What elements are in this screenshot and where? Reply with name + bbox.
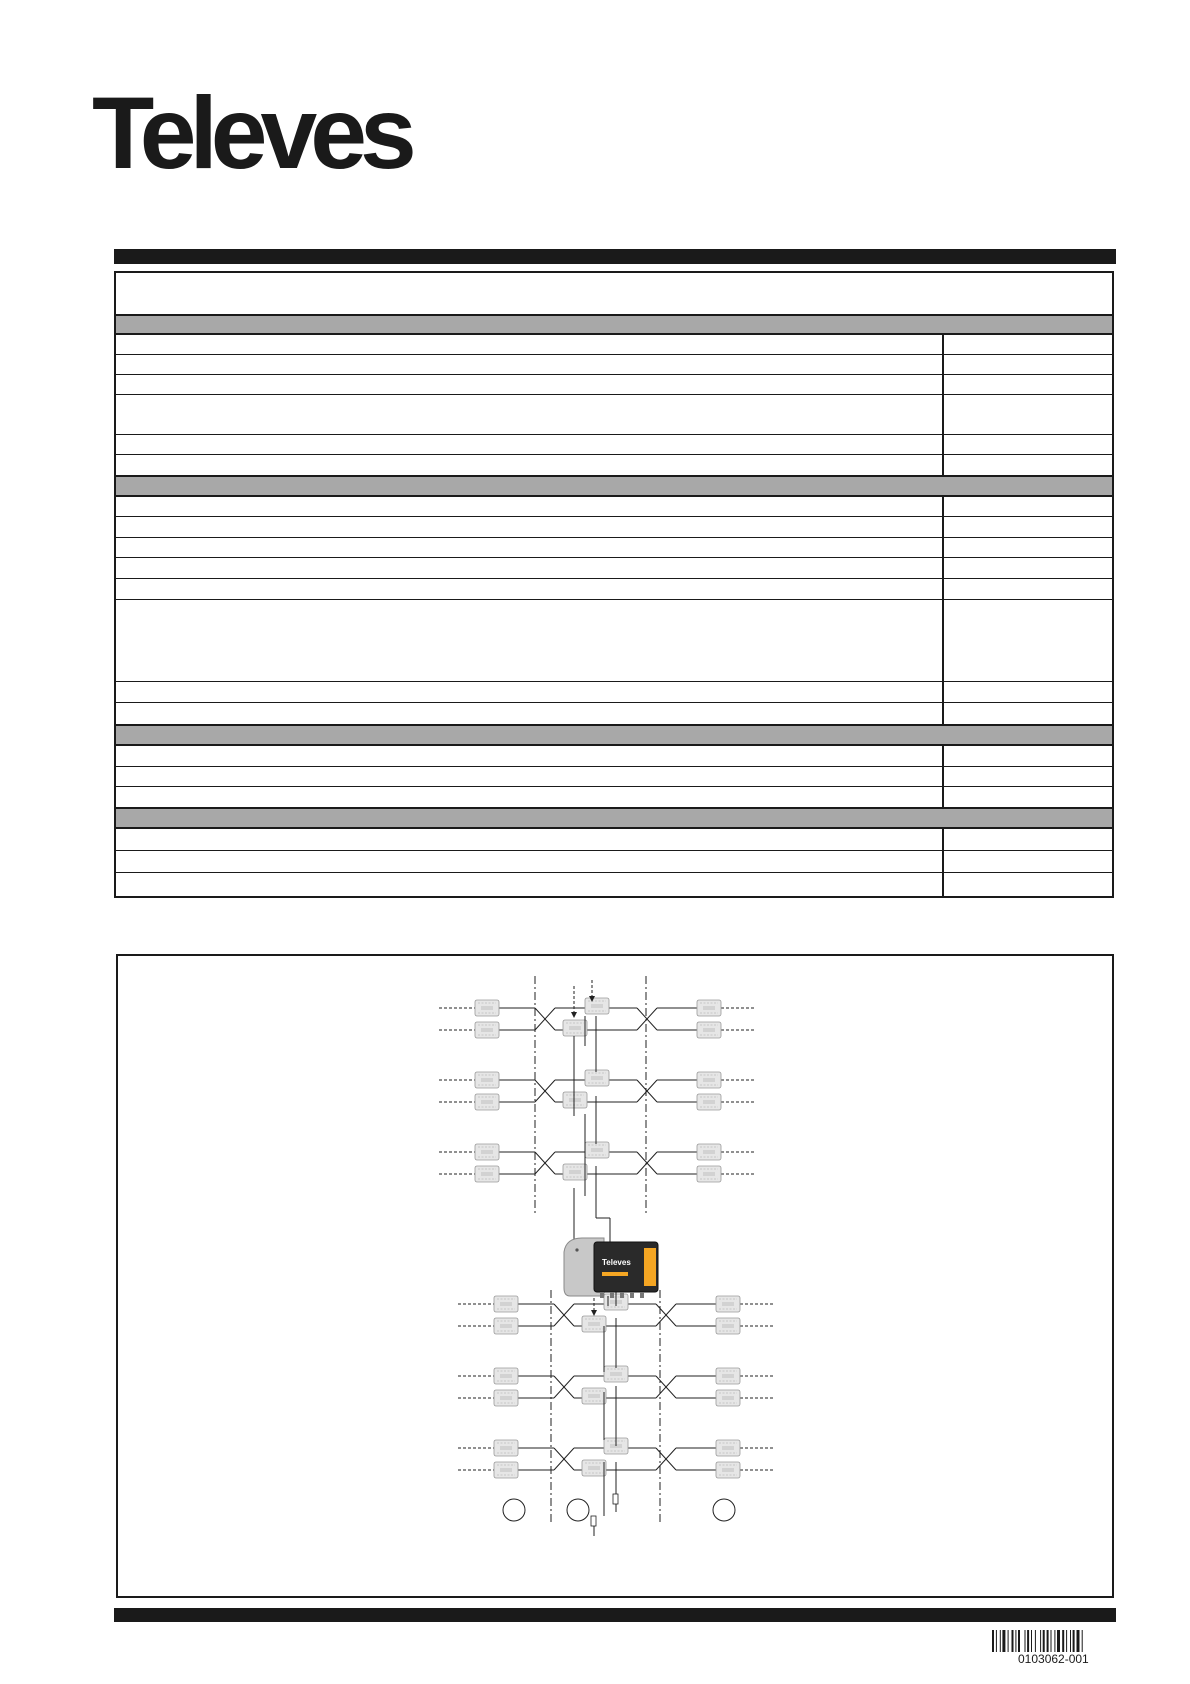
amplifier-device bbox=[564, 1238, 658, 1298]
tap-unit bbox=[582, 1388, 606, 1404]
tap-unit bbox=[582, 1316, 606, 1332]
spec-row-label bbox=[116, 395, 942, 434]
spec-section-header bbox=[116, 724, 1112, 746]
spec-row-value bbox=[942, 355, 1112, 374]
spec-row-value bbox=[942, 703, 1112, 724]
barcode-icon bbox=[992, 1630, 1116, 1652]
installation-diagram-drawing bbox=[118, 956, 1112, 1596]
tap-unit bbox=[494, 1318, 518, 1334]
tap-unit bbox=[585, 1142, 609, 1158]
spec-section-header bbox=[116, 807, 1112, 829]
spec-row-value bbox=[942, 517, 1112, 537]
arrow-icon bbox=[571, 1012, 577, 1018]
amplifier-brand-label: Televes bbox=[602, 1258, 631, 1267]
installation-diagram bbox=[116, 954, 1114, 1598]
barcode-bar bbox=[1000, 1630, 1001, 1652]
spec-row-label bbox=[116, 497, 942, 516]
spec-row-value bbox=[942, 829, 1112, 850]
barcode-bar bbox=[1025, 1630, 1026, 1652]
spec-row-value bbox=[942, 497, 1112, 516]
spec-row bbox=[116, 579, 1112, 600]
spec-row bbox=[116, 497, 1112, 517]
spec-row-value bbox=[942, 558, 1112, 578]
spec-row-label bbox=[116, 335, 942, 354]
tap-unit bbox=[475, 1000, 499, 1016]
tap-unit bbox=[716, 1368, 740, 1384]
tap-unit bbox=[697, 1144, 721, 1160]
barcode-bar bbox=[1043, 1630, 1045, 1652]
barcode-bar bbox=[1051, 1630, 1052, 1652]
spec-row bbox=[116, 538, 1112, 558]
spec-section-header bbox=[116, 475, 1112, 497]
spec-row bbox=[116, 435, 1112, 455]
tap-unit bbox=[494, 1390, 518, 1406]
barcode-bar bbox=[1031, 1630, 1032, 1652]
barcode-bar bbox=[1054, 1630, 1055, 1652]
tap-unit bbox=[697, 1072, 721, 1088]
spec-row-value bbox=[942, 579, 1112, 599]
spec-row-value bbox=[942, 335, 1112, 354]
barcode-bar bbox=[1073, 1630, 1075, 1652]
tap-unit bbox=[697, 1000, 721, 1016]
spec-row bbox=[116, 829, 1112, 851]
tap-unit bbox=[697, 1022, 721, 1038]
barcode-bar bbox=[1040, 1630, 1041, 1652]
spec-row-label bbox=[116, 829, 942, 850]
spec-row-value bbox=[942, 851, 1112, 872]
tap-unit bbox=[716, 1318, 740, 1334]
barcode-bar bbox=[1027, 1630, 1029, 1652]
spec-row-value bbox=[942, 375, 1112, 394]
tap-unit bbox=[716, 1462, 740, 1478]
spec-row bbox=[116, 395, 1112, 435]
zone-marker-icon bbox=[567, 1499, 589, 1521]
spec-row-label bbox=[116, 787, 942, 807]
spec-row-label bbox=[116, 873, 942, 896]
barcode-bar bbox=[1077, 1630, 1080, 1652]
tap-unit bbox=[585, 1070, 609, 1086]
barcode-bar bbox=[992, 1630, 994, 1652]
barcode-bar bbox=[1002, 1630, 1005, 1652]
spec-row bbox=[116, 746, 1112, 767]
barcode-bar bbox=[1082, 1630, 1083, 1652]
barcode-bar bbox=[1018, 1630, 1020, 1652]
barcode-bar bbox=[1057, 1630, 1060, 1652]
spec-table bbox=[114, 271, 1114, 898]
zone-marker-icon bbox=[503, 1499, 525, 1521]
spec-row-label bbox=[116, 517, 942, 537]
spec-row-value bbox=[942, 538, 1112, 557]
tap-unit bbox=[563, 1092, 587, 1108]
zone-marker-icon bbox=[713, 1499, 735, 1521]
spec-row bbox=[116, 873, 1112, 896]
spec-row-label bbox=[116, 746, 942, 766]
spec-row-value bbox=[942, 767, 1112, 786]
tap-unit bbox=[494, 1296, 518, 1312]
spec-row bbox=[116, 355, 1112, 375]
tap-unit bbox=[563, 1020, 587, 1036]
spec-row-label bbox=[116, 355, 942, 374]
top-divider-bar bbox=[114, 249, 1116, 264]
spec-row bbox=[116, 517, 1112, 538]
spec-row bbox=[116, 600, 1112, 682]
spec-row bbox=[116, 767, 1112, 787]
tap-unit bbox=[716, 1440, 740, 1456]
terminator-icon bbox=[591, 1516, 596, 1526]
spec-row bbox=[116, 703, 1112, 724]
barcode-bar bbox=[1008, 1630, 1009, 1652]
spec-row-value bbox=[942, 600, 1112, 681]
spec-row-label bbox=[116, 682, 942, 702]
barcode-bar bbox=[1070, 1630, 1071, 1652]
tap-unit bbox=[475, 1022, 499, 1038]
spec-row bbox=[116, 787, 1112, 807]
barcode-bar bbox=[1015, 1630, 1016, 1652]
tap-unit bbox=[585, 998, 609, 1014]
tap-unit bbox=[716, 1390, 740, 1406]
tap-unit bbox=[494, 1440, 518, 1456]
spec-row-label bbox=[116, 538, 942, 557]
spec-row-label bbox=[116, 455, 942, 475]
tap-unit bbox=[563, 1164, 587, 1180]
spec-row bbox=[116, 851, 1112, 873]
barcode-number: 0103062-001 bbox=[1018, 1652, 1089, 1666]
spec-row bbox=[116, 335, 1112, 355]
tap-unit bbox=[582, 1460, 606, 1476]
spec-row-value bbox=[942, 395, 1112, 434]
spec-row-value bbox=[942, 682, 1112, 702]
bottom-divider-bar bbox=[114, 1608, 1116, 1622]
spec-row-value bbox=[942, 455, 1112, 475]
barcode-bar bbox=[1062, 1630, 1064, 1652]
tap-unit bbox=[475, 1072, 499, 1088]
tap-unit bbox=[697, 1166, 721, 1182]
spec-row bbox=[116, 455, 1112, 475]
tap-unit bbox=[494, 1462, 518, 1478]
spec-row-label bbox=[116, 558, 942, 578]
spec-row-label bbox=[116, 851, 942, 872]
spec-row-label bbox=[116, 435, 942, 454]
spec-section-header bbox=[116, 314, 1112, 335]
spec-row-label bbox=[116, 375, 942, 394]
barcode-bar bbox=[1047, 1630, 1049, 1652]
spec-row bbox=[116, 682, 1112, 703]
spec-table-title bbox=[116, 273, 1112, 315]
spec-row-label bbox=[116, 767, 942, 786]
tap-unit bbox=[475, 1166, 499, 1182]
barcode-bar bbox=[996, 1630, 997, 1652]
spec-row-value bbox=[942, 435, 1112, 454]
tap-unit bbox=[716, 1296, 740, 1312]
tap-unit bbox=[604, 1366, 628, 1382]
barcode-bar bbox=[1012, 1630, 1014, 1652]
spec-row-value bbox=[942, 746, 1112, 766]
spec-row bbox=[116, 558, 1112, 579]
tap-unit bbox=[697, 1094, 721, 1110]
tap-unit bbox=[475, 1094, 499, 1110]
arrow-icon bbox=[591, 1310, 597, 1316]
barcode-bar bbox=[1066, 1630, 1067, 1652]
spec-row-value bbox=[942, 787, 1112, 807]
spec-row-label bbox=[116, 703, 942, 724]
tap-unit bbox=[494, 1368, 518, 1384]
spec-row-label bbox=[116, 600, 942, 681]
spec-row bbox=[116, 375, 1112, 395]
terminator-icon bbox=[613, 1494, 618, 1504]
brand-logo: Televes bbox=[92, 76, 410, 190]
spec-row-label bbox=[116, 579, 942, 599]
tap-unit bbox=[475, 1144, 499, 1160]
spec-row-value bbox=[942, 873, 1112, 896]
barcode-bar bbox=[1035, 1630, 1036, 1652]
